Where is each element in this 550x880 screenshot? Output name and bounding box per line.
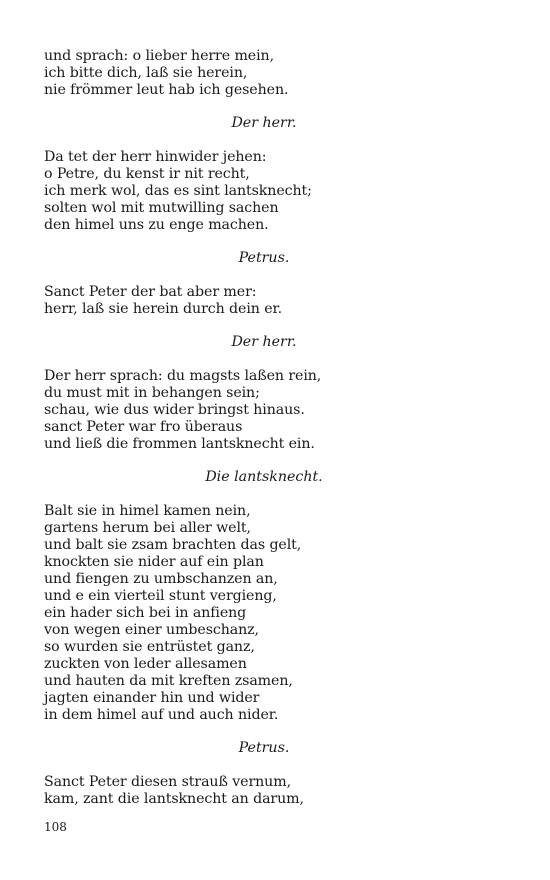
verse-line: schau, wie dus wider bringst hinaus. (44, 402, 305, 418)
verse-stanza (44, 284, 484, 318)
verse-stanza (44, 149, 484, 234)
verse-line: so wurden sie entrüstet ganz, (44, 639, 255, 655)
verse-stanza (44, 368, 484, 453)
verse-line: Der herr sprach: du magsts laßen rein, (44, 368, 322, 384)
verse-line: und ließ die frommen lantsknecht ein. (44, 436, 315, 452)
verse-line: ich merk wol, das es sint lantsknecht; (44, 183, 312, 199)
verse-line: und balt sie zsam brachten das gelt, (44, 537, 302, 553)
verse-line: kam, zant die lantsknecht an darum, (44, 791, 304, 807)
verse-stanza (44, 503, 484, 724)
verse-line: Sanct Peter der bat aber mer: (44, 284, 257, 300)
verse-line: und hauten da mit kreften zsamen, (44, 673, 293, 689)
verse-line: sanct Peter war fro überaus (44, 419, 243, 435)
verse-line: den himel uns zu enge machen. (44, 217, 269, 233)
verse-line: in dem himel auf und auch nider. (44, 707, 279, 723)
verse-line: nie frömmer leut hab ich gesehen. (44, 82, 289, 98)
verse-line: ich bitte dich, laß sie herein, (44, 65, 248, 81)
speaker-heading: Die lantsknecht. (205, 469, 323, 485)
speaker-heading: Petrus. (238, 250, 290, 266)
verse-line: gartens herum bei aller welt, (44, 520, 251, 536)
speaker-heading: Petrus. (238, 740, 290, 756)
verse-line: zuckten von leder allesamen (44, 656, 247, 672)
poem-page (44, 48, 484, 808)
verse-line: du must mit in behangen sein; (44, 385, 260, 401)
verse-stanza (44, 774, 484, 808)
verse-line: und fiengen zu umbschanzen an, (44, 571, 278, 587)
verse-stanza (44, 48, 484, 99)
verse-line: ein hader sich bei in anfieng (44, 605, 247, 621)
page-number: 108 (44, 820, 67, 834)
verse-line: und e ein vierteil stunt vergieng, (44, 588, 277, 604)
verse-line: jagten einander hin und wider (44, 690, 260, 706)
verse-line: herr, laß sie herein durch dein er. (44, 301, 283, 317)
verse-line: Balt sie in himel kamen nein, (44, 503, 251, 519)
verse-line: solten wol mit mutwilling sachen (44, 200, 279, 216)
verse-line: knockten sie nider auf ein plan (44, 554, 264, 570)
verse-line: und sprach: o lieber herre mein, (44, 48, 274, 64)
verse-line: von wegen einer umbeschanz, (44, 622, 259, 638)
speaker-heading: Der herr. (231, 115, 297, 131)
verse-line: Sanct Peter diesen strauß vernum, (44, 774, 291, 790)
verse-line: Da tet der herr hinwider jehen: (44, 149, 267, 165)
speaker-heading: Der herr. (231, 334, 297, 350)
verse-line: o Petre, du kenst ir nit recht, (44, 166, 250, 182)
